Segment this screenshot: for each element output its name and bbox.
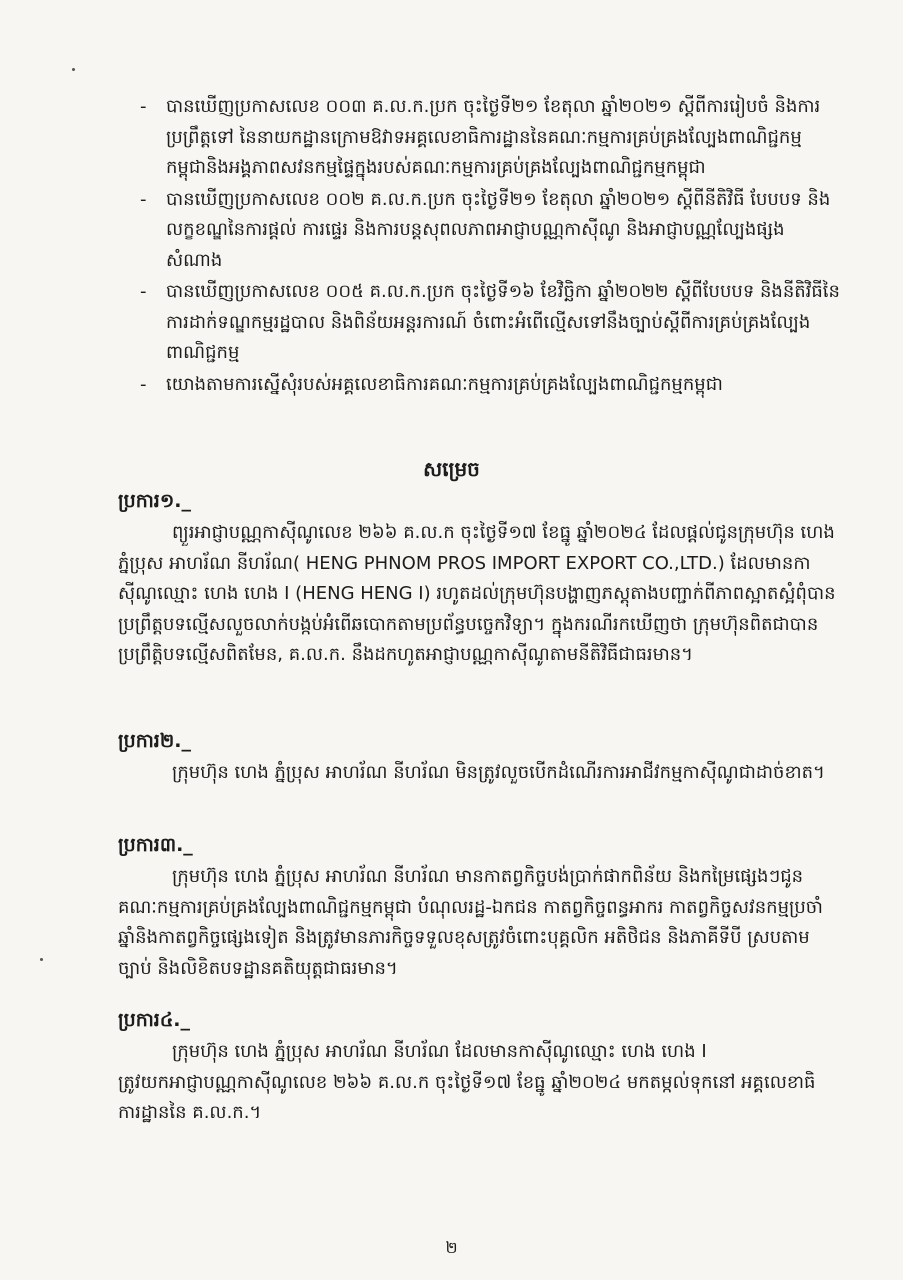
article-text: ក្រុមហ៊ុន ហេង ភ្នំប្រុស អាហរ័ណ នីហរ័ណ ដែលមានកាស៊ីណូឈ្មោះ ហេង ហេង I ត្រូវយកអាជ្ញាបណ្ណកាស៊ីណូលេខ ២៦៦ គ.ល.ក ចុះថ្ងៃទី១៧ ខែធ្នូ ឆ្នាំ២០២៤ មកតម្កល់ទុកនៅ អគ្គលេខាធិការដ្ឋាននៃ គ.ល.ក.។ — [118, 1041, 816, 1123]
article-3 — [118, 830, 840, 984]
page-number: ២ — [445, 1238, 458, 1257]
bullet-dash: - — [140, 281, 147, 302]
article-2 — [118, 726, 840, 789]
article-4 — [118, 1005, 840, 1129]
article-text: ក្រុមហ៊ុន ហេង ភ្នំប្រុស អាហរ័ណ នីហរ័ណ មានកាតព្វកិច្ចបង់ប្រាក់ផាកពិន័យ និងកម្រៃផ្សេងៗជូនគណៈកម្មការគ្រប់គ្រងល្បែងពាណិជ្ជកម្មកម្ពុជា បំណុលរដ្ឋ-ឯកជន កាតព្វកិច្ចពន្ធអាករ កាតព្វកិច្ចសវនកម្មប្រចាំឆ្នាំនិងកាតព្វកិច្ចផ្សេងទៀត និងត្រូវមានភារកិច្ចទទួលខុសត្រូវចំពោះបុគ្គលិក អតិថិជន និងភាគីទីបី ស្របតាមច្បាប់ និងលិខិតបទដ្ឋានគតិយុត្តជាធរមាន។ — [118, 866, 823, 979]
bullet-dash: - — [140, 188, 147, 210]
article-text: ក្រុមហ៊ុន ហេង ភ្នំប្រុស អាហរ័ណ នីហរ័ណ មិនត្រូវលួចបើកដំណើរការអាជីវកម្មកាស៊ីណូជាដាច់ខាត។ — [172, 762, 825, 783]
bullet-dash: - — [140, 96, 147, 117]
preamble-list — [140, 92, 840, 401]
article-heading: ប្រការ១._ — [118, 490, 191, 512]
preamble-item — [140, 370, 840, 401]
article-heading: ប្រការ៤._ — [118, 1009, 191, 1031]
preamble-text: បានឃើញប្រកាសលេខ ០០២ គ.ល.ក.ប្រក ចុះថ្ងៃទី២១ ខែតុលា ឆ្នាំ២០២១ ស្តីពីនីតិវិធី បែបបទ និងលក្ខខណ្ឌនៃការផ្តល់ ការផ្ទេរ និងការបន្តសុពលភាពអាជ្ញាបណ្ណកាស៊ីណូ និងអាជ្ញាបណ្ណល្បែងផ្សងសំណាង — [166, 188, 831, 271]
scan-speck — [40, 958, 43, 961]
bullet-dash: - — [140, 373, 147, 395]
preamble-text: យោងតាមការស្នើសុំរបស់អគ្គលេខាធិការគណៈកម្មការគ្រប់គ្រងល្បែងពាណិជ្ជកម្មកម្ពុជា — [166, 373, 723, 395]
article-text: ព្យួរអាជ្ញាបណ្ណកាស៊ីណូលេខ ២៦៦ គ.ល.ក ចុះថ្ងៃទី១៧ ខែធ្នូ ឆ្នាំ២០២៤ ដែលផ្តល់ជូនក្រុមហ៊ុន ហេង ភ្នំប្រុស អាហរ័ណ នីហរ័ណ( HENG PHNOM PROS IMPORT EXPORT CO.,LTD.) ដែលមានកាស៊ីណូឈ្មោះ ហេង ហេង I (HENG HENG I) រហូតដល់ក្រុមហ៊ុនបង្ហាញភស្តុតាងបញ្ជាក់ពីភាពស្អាតស្អំពុំបានប្រព្រឹត្តបទល្មើសលួចលាក់បង្កប់អំពើឆបោកតាមប្រព័ន្ធបច្ចេកវិទ្យា។ ក្នុងករណីរកឃើញថា ក្រុមហ៊ុនពិតជាបានប្រព្រឹត្តិបទល្មើសពិតមែន, គ.ល.ក. នឹងដកហូតអាជ្ញាបណ្ណកាស៊ីណូតាមនីតិវិធីជាធរមាន។ — [118, 522, 836, 665]
preamble-text: បានឃើញប្រកាសលេខ ០០៥ គ.ល.ក.ប្រក ចុះថ្ងៃទី១៦ ខែវិច្ឆិកា ឆ្នាំ២០២២ ស្តីពីបែបបទ និងនីតិវិធីនៃការដាក់ទណ្ឌកម្មរដ្ឋបាល និងពិន័យអន្តរការណ៍ ចំពោះអំពើល្មើសទៅនឹងច្បាប់ស្តីពីការគ្រប់គ្រងល្បែងពាណិជ្ជកម្ម — [166, 281, 840, 363]
scan-speck — [72, 68, 75, 71]
decision-title: សម្រេច — [423, 457, 480, 481]
article-heading: ប្រការ៣._ — [118, 834, 193, 856]
article-1 — [118, 486, 840, 671]
preamble-text: បានឃើញប្រកាសលេខ ០០៣ គ.ល.ក.ប្រក ចុះថ្ងៃទី២១ ខែតុលា ឆ្នាំ២០២១ ស្តីពីការរៀបចំ និងការប្រព្រឹត្តទៅ នៃនាយកដ្ឋានក្រោមឱវាទអគ្គលេខាធិការដ្ឋាននៃគណៈកម្មការគ្រប់គ្រងល្បែងពាណិជ្ជកម្មកម្ពុជានិងអង្គភាពសវនកម្មផ្ទៃក្នុងរបស់គណៈកម្មការគ្រប់គ្រងល្បែងពាណិជ្ជកម្មកម្ពុជា — [166, 96, 821, 178]
preamble-item — [140, 92, 840, 184]
article-heading: ប្រការ២._ — [118, 730, 191, 752]
preamble-item — [140, 277, 840, 369]
preamble-item — [140, 185, 840, 277]
